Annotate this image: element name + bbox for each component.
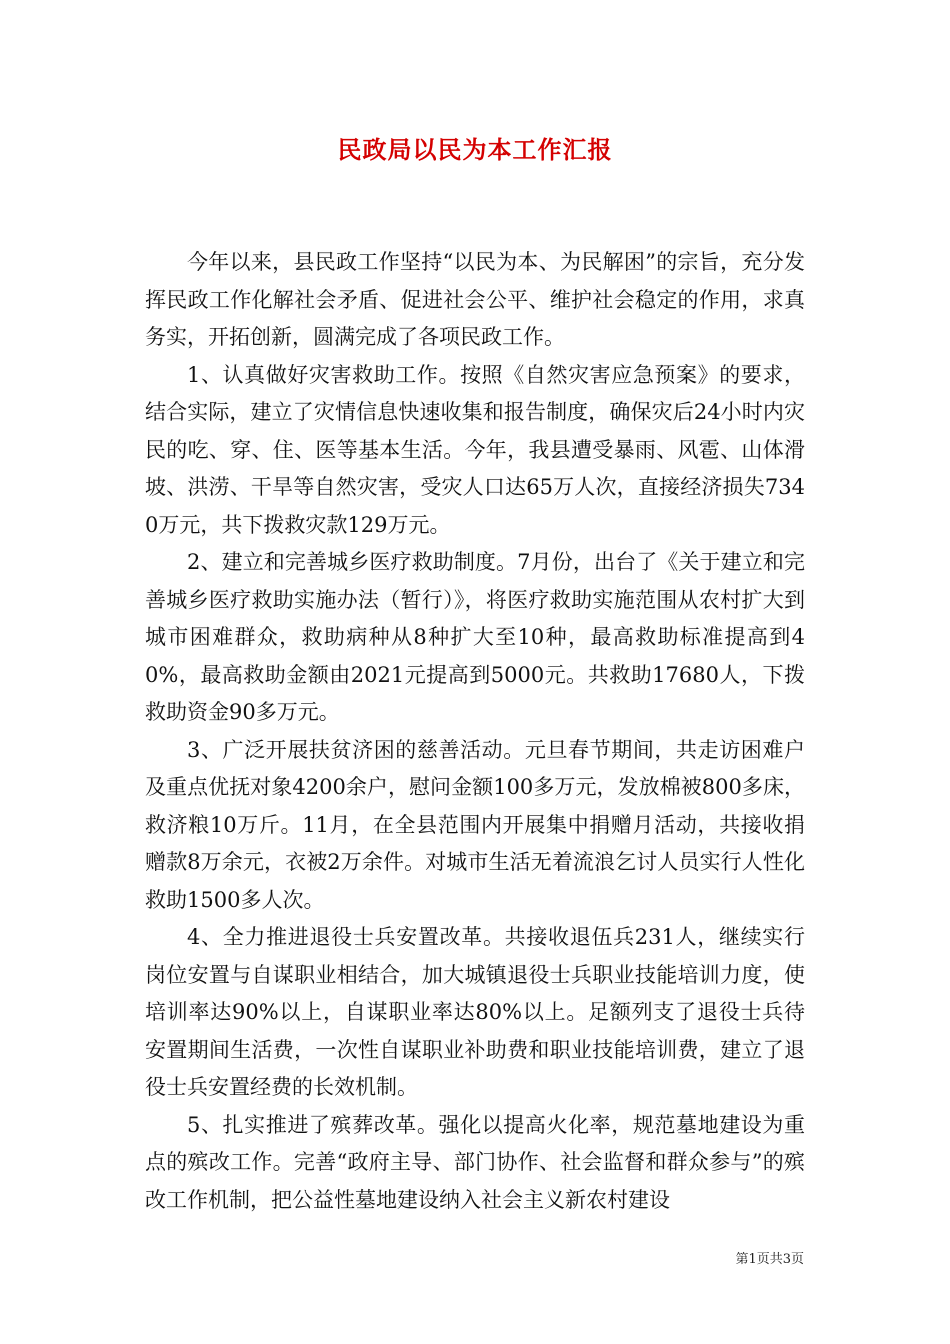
paragraph-funeral-reform: 5、扎实推进了殡葬改革。强化以提高火化率，规范墓地建设为重点的殡改工作。完善“政府主导、部门协作、社会监督和群众参与”的殡改工作机制，把公益性墓地建设纳入社会主义新农村建设: [145, 1112, 805, 1212]
document-body: [145, 244, 805, 1219]
paragraph-intro: 今年以来，县民政工作坚持“以民为本、为民解困”的宗旨，充分发挥民政工作化解社会矛盾、促进社会公平、维护社会稳定的作用，求真务实，开拓创新，圆满完成了各项民政工作。: [145, 250, 805, 349]
page-number: 第1页共3页: [735, 1252, 804, 1267]
paragraph-charity: 3、广泛开展扶贫济困的慈善活动。元旦春节期间，共走访困难户及重点优抚对象4200余户，慰问金额100多万元，发放棉被800多床，救济粮10万斤。11月，在全县范围内开展集中捐赠月活动，共接收捐赠款8万余元，衣被2万余件。对城市生活无着流浪乞讨人员实行人性化救助1500多人次。: [145, 737, 805, 912]
paragraph-medical-aid: 2、建立和完善城乡医疗救助制度。7月份，出台了《关于建立和完善城乡医疗救助实施办法（暂行）》，将医疗救助实施范围从农村扩大到城市困难群众，救助病种从8种扩大至10种，最高救助标准提高到40%，最高救助金额由2021元提高到5000元。共救助17680人，下拨救助资金90多万元。: [145, 550, 805, 724]
page-title: 民政局以民为本工作汇报: [337, 135, 613, 164]
paragraph-disaster-relief: 1、认真做好灾害救助工作。按照《自然灾害应急预案》的要求，结合实际，建立了灾情信息快速收集和报告制度，确保灾后24小时内灾民的吃、穿、住、医等基本生活。今年，我县遭受暴雨、风雹、山体滑坡、洪涝、干旱等自然灾害，受灾人口达65万人次，直接经济损失7340万元，共下拨救灾款129万元。: [145, 362, 805, 537]
paragraph-veterans: 4、全力推进退役士兵安置改革。共接收退伍兵231人，继续实行岗位安置与自谋职业相结合，加大城镇退役士兵职业技能培训力度，使培训率达90%以上，自谋职业率达80%以上。足额列支了退役士兵待安置期间生活费，一次性自谋职业补助费和职业技能培训费，建立了退役士兵安置经费的长效机制。: [145, 925, 805, 1099]
